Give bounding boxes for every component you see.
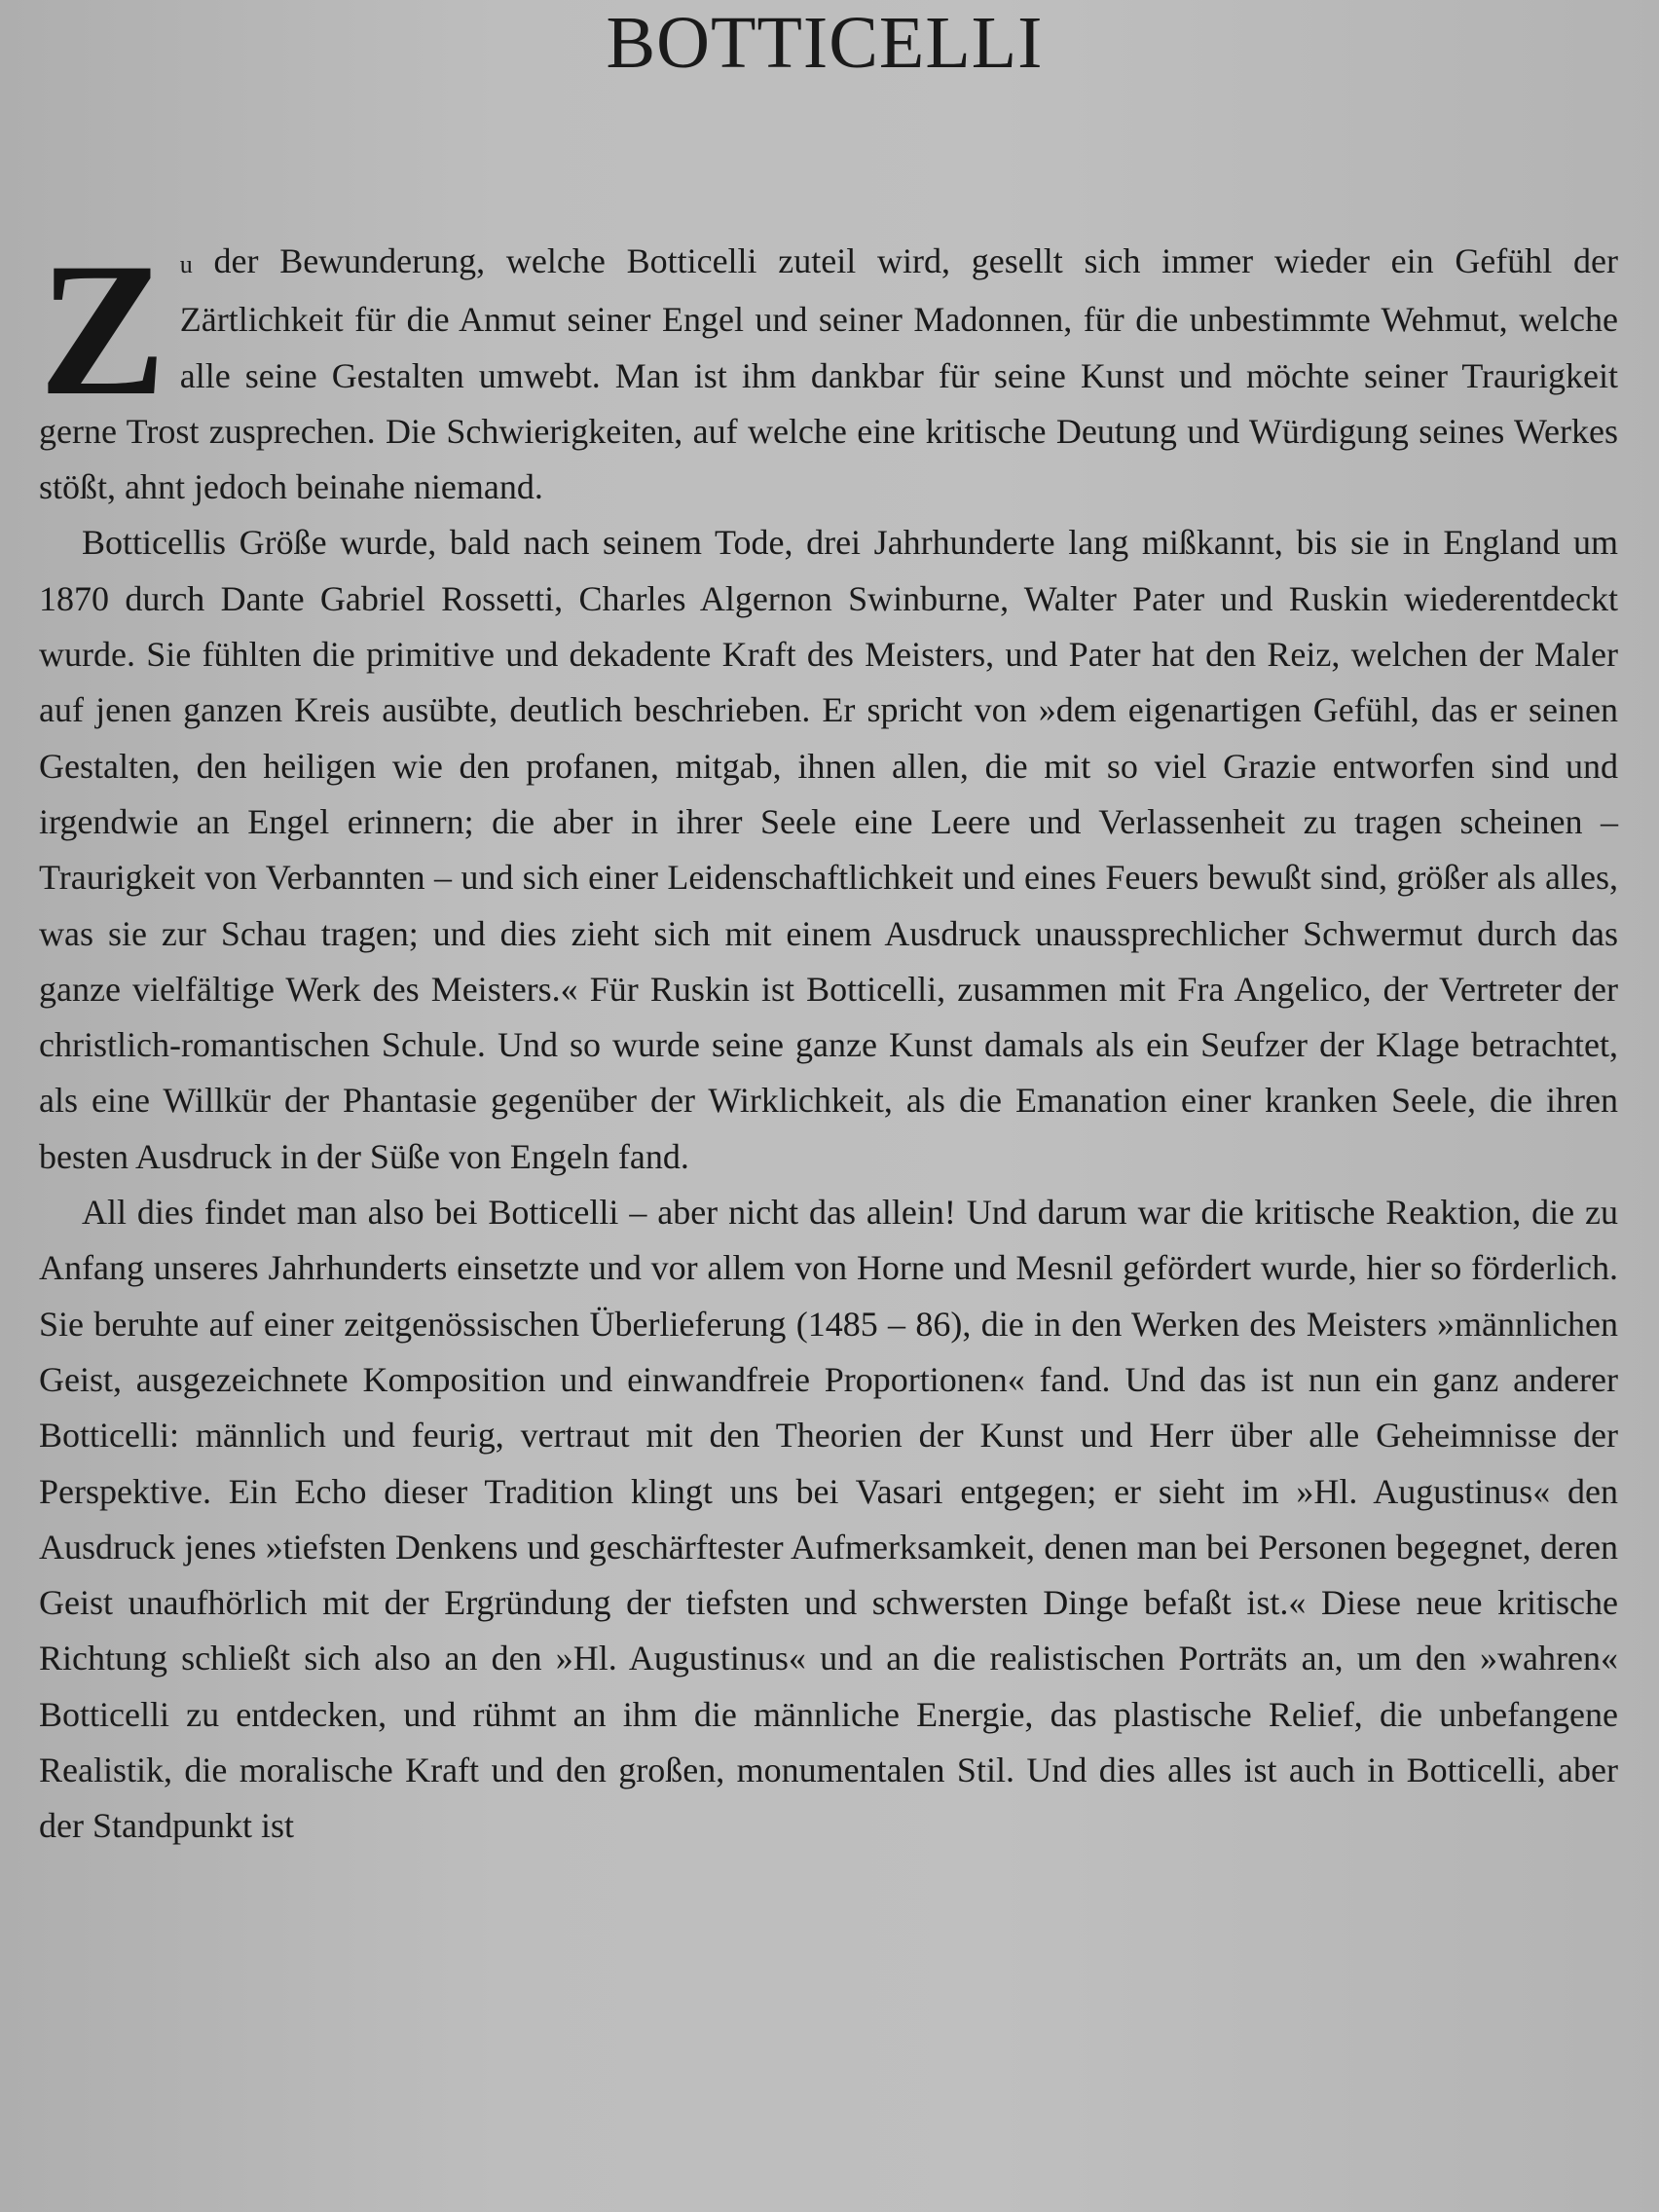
paragraph-2: Botticellis Größe wurde, bald nach seinem Tode, drei Jahrhunderte lang mißkannt, bis sie in England um 1870 durch Dante Gabriel Rossetti, Charles Algernon Swinburne, Walter Pater und Ruskin wiederentdeckt wurde. Sie fühlten die primitive und dekadente Kraft des Meisters, und Pater hat den Reiz, welchen der Maler auf jenen ganzen Kreis ausübte, deutlich beschrieben. Er spricht von »dem eigenartigen Gefühl, das er seinen Gestalten, den heiligen wie den profanen, mitgab, ihnen allen, die mit so viel Grazie entworfen sind und irgendwie an Engel erinnern; die aber in ihrer Seele eine Leere und Verlassenheit zu tragen scheinen – Traurigkeit von Verbannten – und sich einer Leidenschaftlichkeit und eines Feuers bewußt sind, größer als alles, was sie zur Schau tragen; und dies zieht sich mit einem Ausdruck unaussprechlicher Schwermut durch das ganze vielfältige Werk des Meisters.« Für Ruskin ist Botticelli, zusammen mit Fra Angelico, der Vertreter der christlich-romantischen Schule. Und so wurde seine ganze Kunst damals als ein Seufzer der Klage betrachtet, als eine Willkür der Phantasie gegenüber der Wirklichkeit, als die Emanation einer kranken Seele, die ihren besten Ausdruck in der Süße von Engeln fand.	[39, 523, 1618, 1176]
page-title-text: BOTTICELLI	[606, 2, 1044, 84]
drop-cap: Z	[39, 224, 166, 435]
body-text	[39, 224, 1618, 1855]
page-title	[0, 0, 1659, 86]
paragraph-3: All dies findet man also bei Botticelli – aber nicht das allein! Und darum war die kritische Reaktion, die zu Anfang unseres Jahrhunderts einsetzte und vor allem von Horne und Mesnil gefördert wurde, hier so förderlich. Sie beruhte auf einer zeitgenössischen Überlieferung (1485 – 86), die in den Werken des Meisters »männlichen Geist, ausgezeichnete Komposition und einwandfreie Proportionen« fand. Und das ist nun ein ganz anderer Botticelli: männlich und feurig, vertraut mit den Theorien der Kunst und Herr über alle Geheimnisse der Perspektive. Ein Echo dieser Tradition klingt uns bei Vasari entgegen; er sieht im »Hl. Augustinus« den Ausdruck jenes »tiefsten Denkens und geschärftester Aufmerksamkeit, denen man bei Personen begegnet, deren Geist unaufhörlich mit der Ergründung der tiefsten und schwersten Dinge befaßt ist.« Diese neue kritische Richtung schließt sich also an den »Hl. Augustinus« und an die realistischen Porträts an, um den »wahren« Botticelli zu entdecken, und rühmt an ihm die männliche Energie, das plastische Relief, die unbefangene Realistik, die moralische Kraft und den großen, monumentalen Stil. Und dies alles ist auch in Botticelli, aber der Standpunkt ist	[39, 1193, 1618, 1846]
paragraph-1-small-cap: u	[179, 250, 193, 278]
paragraph-1	[39, 224, 1618, 515]
paragraph-1-text: der Bewunderung, welche Botticelli zuteil wird, gesellt sich immer wieder ein Gefühl der Zärtlichkeit für die Anmut seiner Engel und seiner Madonnen, für die unbestimmte Wehmut, welche alle seine Gestalten umwebt. Man ist ihm dankbar für seine Kunst und möchte seiner Traurigkeit gerne Trost zusprechen. Die Schwierigkeiten, auf welche eine kritische Deutung und Würdigung seines Werkes stößt, ahnt jedoch beinahe niemand.	[39, 241, 1618, 507]
